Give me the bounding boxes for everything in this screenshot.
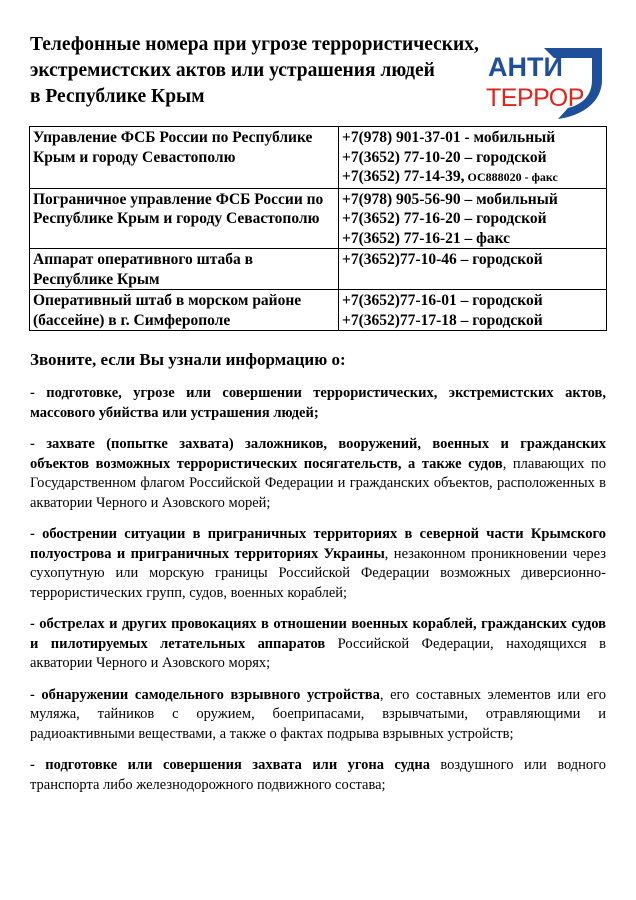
info-item [30, 435, 606, 513]
phone-number-text: +7(3652)77-16-01 – городской [342, 292, 543, 309]
phone-number-text: +7(3652) 77-16-20 – городской [342, 210, 547, 227]
phone-number [342, 167, 603, 188]
phone-number-note: ОС888020 - факс [464, 170, 558, 184]
phone-number [342, 291, 603, 311]
info-item-lead: - подготовке или совершения захвата или угона судна [30, 757, 430, 773]
info-item-lead: - обнаружении самодельного взрывного устройства [30, 686, 380, 703]
info-item-text: , незаконном проникновении через сухопутную или морскую границы Российской Федерации возможных диверсионно-террористических групп, судов, военных кораблей; [30, 545, 606, 601]
contact-organization: Оперативный штаб в морском районе (бассейне) в г. Симферополе [30, 290, 339, 331]
info-list [30, 384, 606, 807]
contact-organization: Управление ФСБ России по Республике Крым и городу Севастополю [30, 127, 339, 189]
contact-phones [339, 127, 607, 189]
info-item [30, 756, 606, 795]
info-item [30, 384, 606, 423]
contact-row [30, 127, 607, 189]
info-item [30, 615, 606, 674]
info-item-lead: - обстрелах и других провокациях в отношении военных кораблей, гражданских судов и пилотируемых летательных аппаратов [30, 616, 606, 652]
phone-number [342, 311, 603, 331]
title-line: Телефонные номера при угрозе террористических, [30, 34, 479, 55]
contact-phones [339, 290, 607, 331]
call-heading: Звоните, если Вы узнали информацию о: [30, 350, 346, 369]
info-item-text: , его составных элементов или его муляжа, тайников с оружием, боеприпасами, взрывчатыми, отравляющими и радиоактивными веществами, а также о фактах подрыва взрывных устройств; [30, 686, 606, 742]
contact-phones [339, 249, 607, 290]
logo-line-1: АНТИ [488, 52, 563, 82]
phone-number [342, 128, 603, 148]
phone-number [342, 229, 603, 249]
phone-number-text: +7(3652) 77-16-21 – факс [342, 229, 511, 247]
info-item-lead: - подготовке, угрозе или совершении террористических, экстремистских актов, массового убийства или устрашения людей; [30, 385, 606, 421]
document-title [30, 32, 500, 110]
info-item-text: , плавающих по Государственном флагом Российской Федерации и гражданских объектов, расположенных в акватории Черного и Азовского морей; [30, 455, 606, 511]
contact-organization: Пограничное управление ФСБ России по Республике Крым и городу Севастополю [30, 188, 339, 249]
antiterror-logo [484, 44, 608, 120]
info-item-text: Российской Федерации, находящихся в акватории Черного и Азовского морях; [30, 635, 607, 671]
info-item [30, 525, 606, 603]
contacts-table [29, 126, 607, 331]
phone-number-text: +7(3652)77-10-46 – городской [342, 251, 543, 268]
info-item-lead: - обострении ситуации в приграничных территориях в северной части Крымского полуострова и приграничных территориях Украины [30, 526, 606, 562]
phone-number [342, 250, 603, 270]
phone-number-text: +7(3652) 77-14-39, [342, 168, 465, 185]
contact-organization: Аппарат оперативного штаба в Республике Крым [30, 249, 339, 290]
contact-row [30, 290, 607, 331]
title-line: экстремистских актов или устрашения людей [30, 60, 435, 81]
phone-number-text: +7(978) 905-56-90 – мобильный [342, 190, 558, 208]
info-item-lead: - захвате (попытке захвата) заложников, вооружений, военных и гражданских объектов возможных террористических посягательств, а также судов [30, 436, 606, 472]
phone-number-text: +7(3652)77-17-18 – городской [342, 311, 543, 329]
phone-number-text: +7(978) 901-37-01 - мобильный [342, 129, 556, 146]
phone-number [342, 190, 603, 210]
title-line: в Республике Крым [30, 86, 205, 107]
info-item [30, 686, 606, 745]
phone-number [342, 209, 603, 229]
contact-row [30, 188, 607, 249]
phone-number-text: +7(3652) 77-10-20 – городской [342, 148, 547, 166]
logo-line-2: ТЕРРОР [486, 84, 584, 112]
contact-row [30, 249, 607, 290]
contact-phones [339, 188, 607, 249]
info-item-text: воздушного или водного транспорта либо железнодорожного подвижного состава; [30, 757, 606, 793]
phone-number [342, 148, 603, 168]
